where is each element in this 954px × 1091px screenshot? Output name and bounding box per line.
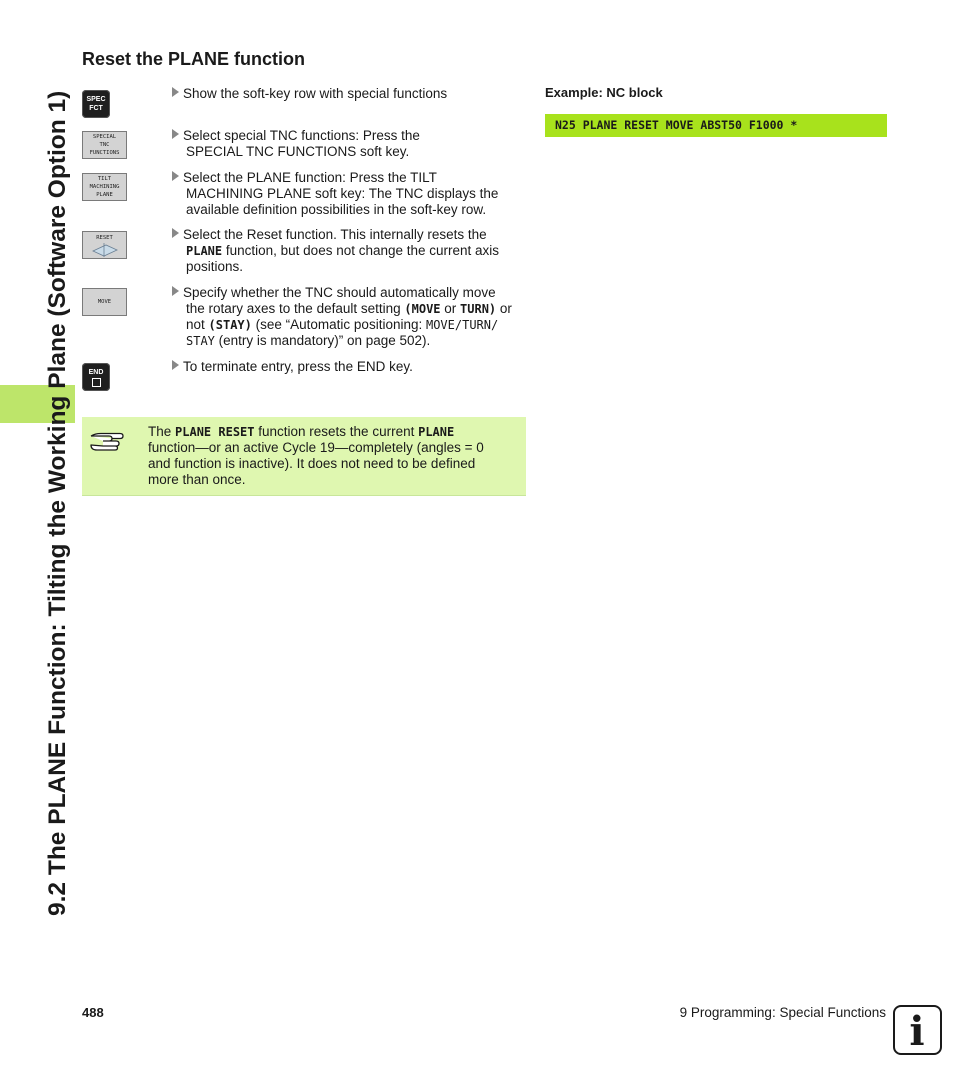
square-glyph-icon xyxy=(92,378,101,387)
section-heading: Reset the PLANE function xyxy=(82,49,306,69)
step-2: Select special TNC functions: Press the SPECIAL TNC FUNCTIONS soft key. xyxy=(172,128,526,160)
note-text: The PLANE RESET function resets the current PLANE function—or an active Cycle 19—completely (angles = 0 and function is inactive). It does not need to be defined more than once. xyxy=(148,424,484,487)
reset-softkey-icon: RESET xyxy=(82,231,127,259)
step-5: Specify whether the TNC should automatically move the rotary axes to the default setting (MOVE or TURN) or not (STAY) (see “Automatic positioning: MOVE/TURN/ STAY (entry is mandatory)” on page 502). xyxy=(172,285,526,349)
step-1: Show the soft-key row with special functions xyxy=(172,86,526,102)
triangle-bullet-icon xyxy=(172,87,179,97)
plane-graphic-icon xyxy=(90,242,120,258)
key-label: FCT xyxy=(89,105,103,112)
tilt-machining-plane-softkey-icon: TILT MACHINING PLANE xyxy=(82,173,127,201)
step-3: Select the PLANE function: Press the TILT MACHINING PLANE soft key: The TNC displays the available definition possibilities in the soft-key row. xyxy=(172,170,526,218)
example-nc-block: N25 PLANE RESET MOVE ABST50 F1000 * xyxy=(545,114,887,137)
svg-text:i: i xyxy=(909,1008,925,1053)
key-label: SPEC xyxy=(86,96,106,103)
info-icon xyxy=(893,1005,942,1055)
note-box xyxy=(82,417,526,496)
triangle-bullet-icon xyxy=(172,228,179,238)
move-softkey-icon: MOVE xyxy=(82,288,127,316)
page-number: 488 xyxy=(82,1005,104,1020)
step-6: To terminate entry, press the END key. xyxy=(172,359,526,375)
side-chapter-title: 9.2 The PLANE Function: Tilting the Working Plane (Software Option 1) xyxy=(44,90,71,916)
triangle-bullet-icon xyxy=(172,171,179,181)
pointing-hand-icon xyxy=(89,427,125,453)
triangle-bullet-icon xyxy=(172,360,179,370)
end-key-icon xyxy=(82,363,110,391)
key-label: END xyxy=(88,368,104,376)
special-tnc-functions-softkey-icon: SPECIAL TNC FUNCTIONS xyxy=(82,131,127,159)
chapter-title: 9 Programming: Special Functions xyxy=(679,1005,886,1020)
example-label: Example: NC block xyxy=(545,85,663,100)
step-4: Select the Reset function. This internally resets the PLANE function, but does not change the current axis positions. xyxy=(172,227,526,275)
spec-fct-key-icon xyxy=(82,90,110,118)
triangle-bullet-icon xyxy=(172,129,179,139)
triangle-bullet-icon xyxy=(172,286,179,296)
